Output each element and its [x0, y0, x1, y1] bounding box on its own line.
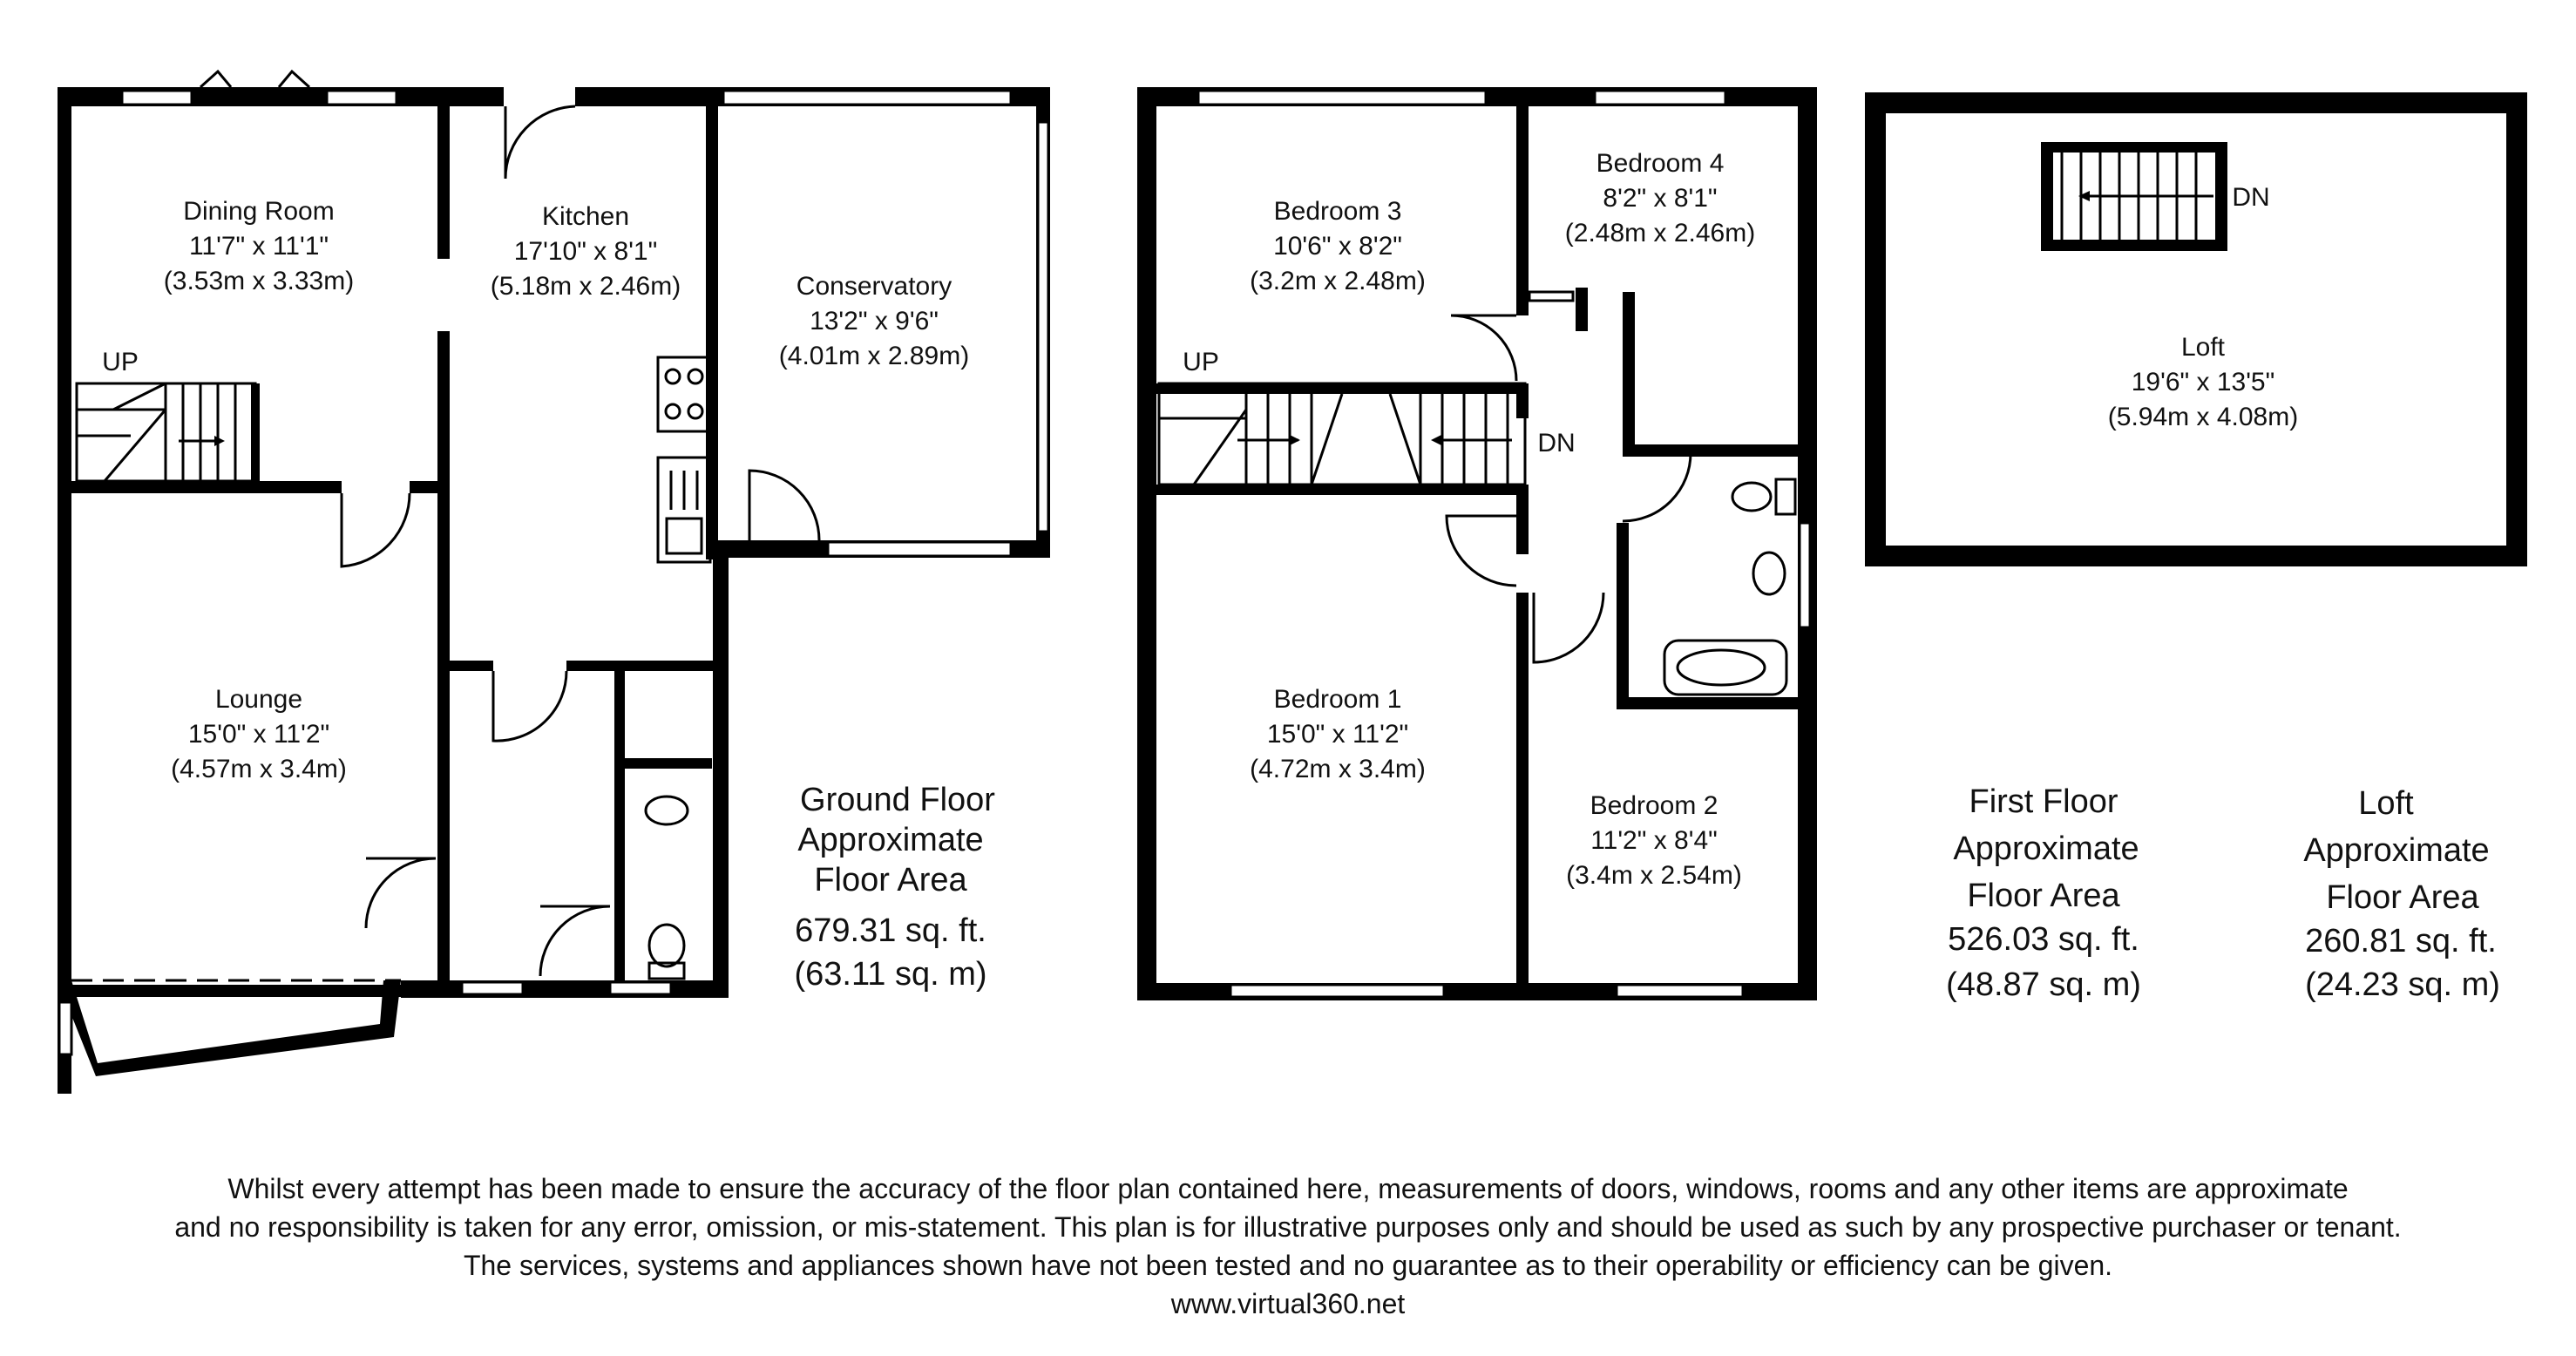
loft-stairs	[2041, 142, 2227, 251]
first-area-title-1: First Floor	[1969, 783, 2118, 820]
disclaimer-line: The services, systems and appliances shown have not been tested and no guarantee as to their operability or efficiency can be given.	[463, 1250, 2113, 1281]
conservatory-dim-imperial: 13'2" x 9'6"	[810, 307, 939, 336]
bedroom-2-name: Bedroom 2	[1590, 791, 1718, 820]
bathroom-fixtures	[1664, 479, 1795, 695]
bedroom-1-dim-metric: (4.72m x 3.4m)	[1250, 755, 1426, 783]
first-stairs	[1159, 383, 1525, 485]
ground-area-title-3: Floor Area	[814, 862, 967, 898]
ground-area-title-2: Approximate	[797, 822, 984, 858]
ground-wc	[646, 797, 688, 979]
bedroom-4-name: Bedroom 4	[1596, 149, 1725, 178]
bedroom-3-name: Bedroom 3	[1273, 197, 1402, 226]
disclaimer-line: Whilst every attempt has been made to ensure the accuracy of the floor plan contained here, measurements of doors, windows, rooms and any other items are approximate	[227, 1173, 2349, 1204]
bedroom-2-dim-metric: (3.4m x 2.54m)	[1566, 861, 1742, 890]
bedroom-3-dim-metric: (3.2m x 2.48m)	[1250, 267, 1426, 295]
loft-area-title-3: Floor Area	[2326, 879, 2479, 916]
loft-area-sqft: 260.81 sq. ft.	[2305, 923, 2497, 959]
kitchen-dim-imperial: 17'10" x 8'1"	[513, 237, 658, 266]
lounge-dim-imperial: 15'0" x 11'2"	[187, 720, 330, 749]
dining-room-name: Dining Room	[183, 197, 335, 226]
bedroom-3-dim-imperial: 10'6" x 8'2"	[1273, 232, 1402, 261]
disclaimer-line: and no responsibility is taken for any error, omission, or mis-statement. This plan is for illustrative purposes only and should be used as such by any prospective purchaser or tenant.	[174, 1211, 2402, 1243]
first-stair-up-label: UP	[1183, 348, 1219, 376]
loft-dim-metric: (5.94m x 4.08m)	[2107, 403, 2299, 431]
loft-dim-imperial: 19'6" x 13'5"	[2131, 368, 2275, 397]
kitchen-name: Kitchen	[541, 202, 630, 231]
first-area-sqm: (48.87 sq. m)	[1946, 966, 2141, 1003]
dining-room-dim-metric: (3.53m x 3.33m)	[163, 267, 355, 295]
ground-stair-up-label: UP	[102, 348, 139, 376]
bedroom-4-dim-metric: (2.48m x 2.46m)	[1564, 219, 1756, 247]
website-link[interactable]: www.virtual360.net	[1170, 1288, 1406, 1319]
kitchen-sink	[658, 458, 710, 562]
bedroom-1-dim-imperial: 15'0" x 11'2"	[1266, 720, 1409, 749]
ground-stairs	[77, 383, 260, 481]
first-area-title-3: Floor Area	[1967, 878, 2120, 914]
loft-area-sqm: (24.23 sq. m)	[2305, 966, 2500, 1003]
loft-area-title-2: Approximate	[2303, 832, 2490, 869]
conservatory-dim-metric: (4.01m x 2.89m)	[778, 342, 970, 370]
ground-area-sqm: (63.11 sq. m)	[794, 956, 987, 993]
loft-plan	[1865, 92, 2527, 566]
kitchen-dim-metric: (5.18m x 2.46m)	[490, 272, 681, 301]
bedroom-4-dim-imperial: 8'2" x 8'1"	[1603, 184, 1718, 213]
bedroom-2-dim-imperial: 11'2" x 8'4"	[1590, 826, 1718, 855]
disclaimer-text	[0, 1170, 2576, 1323]
dining-room-dim-imperial: 11'7" x 11'1"	[188, 232, 329, 261]
conservatory-name: Conservatory	[796, 272, 952, 301]
loft-name: Loft	[2180, 333, 2226, 362]
bedroom-1-name: Bedroom 1	[1273, 685, 1402, 714]
first-area-sqft: 526.03 sq. ft.	[1948, 921, 2139, 958]
kitchen-hob	[658, 357, 710, 431]
ground-area-sqft: 679.31 sq. ft.	[795, 912, 986, 949]
loft-area-title-1: Loft	[2358, 785, 2414, 822]
lounge-name: Lounge	[214, 685, 303, 714]
lounge-dim-metric: (4.57m x 3.4m)	[171, 755, 347, 783]
ground-area-title-1: Ground Floor	[800, 782, 995, 818]
loft-stair-down-label: DN	[2232, 183, 2270, 212]
first-stair-down-label: DN	[1537, 429, 1576, 458]
first-area-title-2: Approximate	[1953, 831, 2139, 867]
